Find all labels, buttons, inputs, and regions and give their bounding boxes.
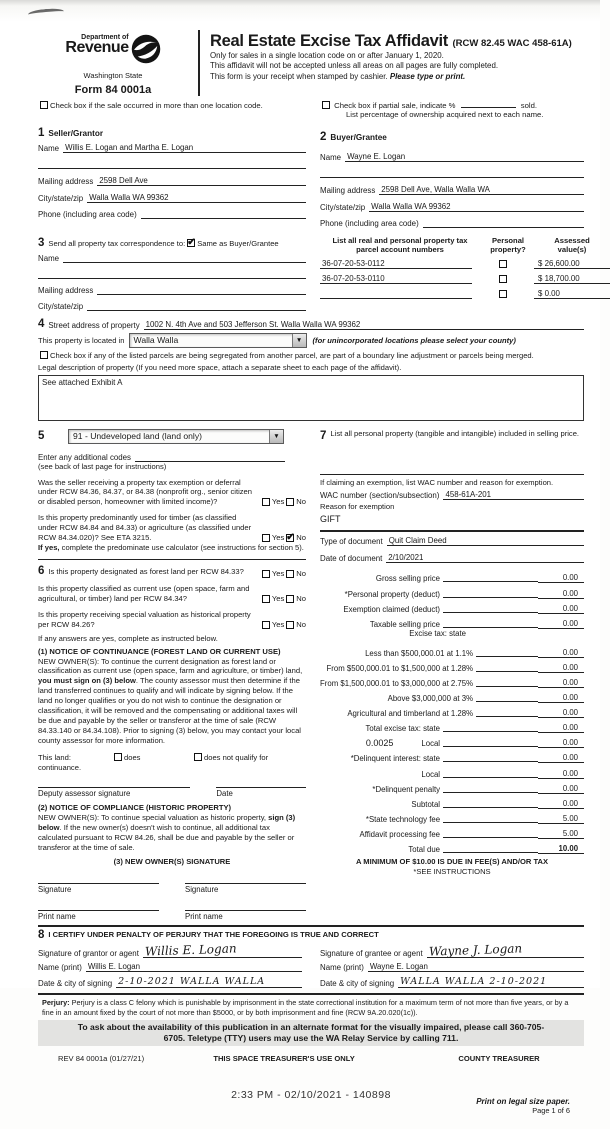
delinquent-penalty-value[interactable]: 0.00 [538,784,584,794]
seller-mailing-field[interactable]: 2598 Dell Ave [97,176,306,186]
legal-description-field[interactable]: See attached Exhibit A [38,375,584,421]
agency-logo [38,30,188,96]
agricultural-label: Agricultural and timberland at 1.28% [347,709,474,719]
local-tax-label: Local [421,739,441,749]
exemption-no-checkbox[interactable] [286,498,294,506]
multi-location-label: Check box if the sale occurred in more than one location code. [50,101,263,110]
partial-sale-label: Check box if partial sale, indicate % [334,101,456,110]
tier2-label: From $500,000.01 to $1,500,000 at 1.28% [326,663,474,673]
title-rcw-ref: (RCW 82.45 WAC 458-61A) [452,38,572,49]
continuance-label: continuance. [38,763,82,773]
answers-yes-note: If any answers are yes, complete as instructed below. [38,633,218,643]
seller-name-label: Name [38,144,60,153]
assessed-value-field[interactable]: $ 0.00 [534,289,610,299]
delinquent-interest-state-label: *Delinquent interest: state [350,754,441,764]
new-owner-signature-title: (3) NEW OWNER(S) SIGNATURE [113,857,231,867]
grantor-date-city-label: Date & city of signing [38,979,113,989]
personal-property-deduct-label: *Personal property (deduct) [344,589,441,599]
exemption-reason-field[interactable]: GIFT [320,514,341,525]
corr-city-label: City/state/zip [38,301,84,311]
section2-number: 2 [320,131,327,143]
seller-block [38,119,306,228]
additional-codes-note: (see back of last page for instructions) [38,461,167,471]
seller-name2-field[interactable] [38,160,306,169]
section7-number: 7 [320,429,327,442]
notice-continuance-title: (1) NOTICE OF CONTINUANCE (FOREST LAND OR CURRENT USE) [38,646,281,656]
buyer-name2-field[interactable] [320,169,584,178]
use-code-value: 91 - Undeveloped land (land only) [73,430,202,441]
buyer-block [306,119,584,228]
correspondence-label: Send all property tax correspondence to: [48,238,186,248]
page-indicator: Page 1 of 6 [532,1105,570,1115]
additional-codes-label: Enter any additional codes [38,452,131,462]
personal-property-checkbox[interactable] [499,275,507,283]
header-divider [198,30,200,96]
grantor-print-name-label: Name (print) [38,963,82,973]
new-owner-signature-line-2[interactable]: Signature [185,883,306,894]
revenue-swirl-icon [131,34,161,69]
seller-city-field[interactable]: Walla Walla WA 99362 [87,193,306,203]
perjury-note: Perjury: Perjury is a class C felony which is punishable by imprisonment in the state correctional institution for a maximum term of not more than five years, or by a fine in an amount fixed by the court of not more than $5000, or by both imprisonment and fine (RCW 9A.20.020(1c)). [42,998,569,1017]
document-date-label: Date of document [320,554,383,564]
partial-sale-checkbox[interactable] [322,101,330,109]
located-in-label: This property is located in [38,335,125,345]
personal-property-deduct-value[interactable]: 0.00 [538,589,584,599]
document-date-field[interactable]: 2/10/2021 [386,553,584,563]
tier1-value[interactable]: 0.00 [538,648,584,658]
does-qualify-checkbox[interactable] [114,753,122,761]
scan-artifact [28,7,65,18]
notice-compliance-body: NEW OWNER(S): To continue special valuation as historic property, sign (3) below. If the new owner(s) doesn't wish to continue, all additional tax calculated pursuant to RCW 84.26, shall be due and payable by the seller or transferor at the time of sale. [38,812,296,852]
grantee-date-city-label: Date & city of signing [320,979,395,989]
buyer-name-field[interactable]: Wayne E. Logan [345,152,584,162]
seller-name-field[interactable]: Willis E. Logan and Martha E. Logan [63,143,306,153]
wac-number-label: WAC number (section/subsection) [320,491,440,501]
section8-number: 8 [38,929,45,942]
corr-name-field[interactable] [63,254,306,263]
tier3-value[interactable]: 0.00 [538,678,584,688]
agency-name: Revenue [65,39,129,56]
section1-number: 1 [38,127,45,139]
grantee-date-city-field[interactable]: WALLA WALLA 2-10-2021 [398,976,584,988]
county-note: (for unincorporated locations please select your county) [312,335,516,345]
affidavit-processing-fee-label: Affidavit processing fee [359,829,441,839]
historical-question: Is this property receiving special valuation as historical property per RCW 84.26? [38,610,251,630]
tty-note: To ask about the availability of this publication in an alternate format for the visually impaired, please call 360-705-6705. Teletype (TTY) users may use the WA Relay Service by calling 711. [38,1020,584,1045]
footer-row [38,1054,584,1063]
section4-number: 4 [38,317,45,330]
state-technology-fee-label: *State technology fee [365,814,441,824]
document-type-field[interactable]: Quit Claim Deed [387,536,584,546]
current-use-yes-checkbox[interactable] [262,595,270,603]
historical-no-checkbox[interactable] [286,621,294,629]
tier4-value[interactable]: 0.00 [538,693,584,703]
county-dropdown-value: Walla Walla [133,334,179,345]
ownership-percent-note: List percentage of ownership acquired next to each name. [346,110,544,119]
grantee-signature-label: Signature of grantee or agent [320,949,423,959]
grantor-print-name-field[interactable]: Willis E. Logan [86,962,302,972]
parties-section [38,119,584,228]
corr-mailing-label: Mailing address [38,285,94,295]
form-number: Form 84 0001a [74,84,152,96]
assessed-value-col-header: Assessed value(s) [554,236,590,254]
buyer-city-label: City/state/zip [320,203,366,212]
local-tax-value[interactable]: 0.00 [538,738,584,748]
assessed-value-field[interactable]: $ 26,600.00 [534,259,610,269]
timber-no-checkbox[interactable] [286,534,294,542]
corr-name-label: Name [38,253,60,263]
delinquent-interest-state-value[interactable]: 0.00 [538,753,584,763]
new-owner-print-name-line-1[interactable]: Print name [38,910,159,921]
print-size-note: Print on legal size paper. [476,1096,570,1106]
total-excise-state-label: Total excise tax: state [365,724,441,734]
same-as-buyer-checkbox[interactable] [187,239,195,247]
gross-selling-price-value[interactable]: 0.00 [538,573,584,583]
grantee-print-name-label: Name (print) [320,963,364,973]
excise-tax-table [320,568,584,876]
tier4-label: Above $3,000,000 at 3% [387,694,474,704]
timber-yes-checkbox[interactable] [262,534,270,542]
assessed-value-field[interactable]: $ 18,700.00 [534,274,610,284]
use-code-dropdown[interactable] [68,429,284,444]
street-address-field[interactable]: 1002 N. 4th Ave and 503 Jefferson St. Walla Walla WA 99362 [144,320,584,330]
section3-number: 3 [38,237,45,249]
grantor-signature-field[interactable]: Willis E. Logan [143,943,302,958]
notice-compliance-title: (2) NOTICE OF COMPLIANCE (HISTORIC PROPERTY) [38,803,232,813]
subtitle-line2: This affidavit will not be accepted unless all areas on all pages are fully completed. [210,61,499,71]
section5-number: 5 [38,430,45,443]
taxable-selling-price-label: Taxable selling price [369,619,441,629]
grantor-signature-label: Signature of grantor or agent [38,949,139,959]
buyer-phone-field[interactable] [423,219,584,228]
partial-sale-percent-field[interactable] [461,107,516,108]
dropdown-arrow-icon[interactable]: ▼ [269,430,283,443]
subtotal-value[interactable]: 0.00 [538,799,584,809]
agricultural-value[interactable]: 0.00 [538,708,584,718]
parcel-row [320,259,610,269]
exemption-yes-checkbox[interactable] [262,498,270,506]
timestamp-stamp: 2:33 PM - 02/10/2021 - 140898 [231,1088,391,1101]
minimum-due-note: A MINIMUM OF $10.00 IS DUE IN FEE(S) AND/OR TAX [355,857,549,866]
gross-selling-price-label: Gross selling price [375,574,441,584]
exemption-note: If claiming an exemption, list WAC number and reason for exemption. [320,477,554,487]
partial-sale-sold-label: sold. [520,101,538,110]
delinquent-interest-local-value[interactable]: 0.00 [538,769,584,779]
tier3-label: From $1,500,000.01 to $3,000,000 at 2.75% [320,678,474,688]
current-use-question: Is this property classified as current use (open space, farm and agricultural, or timber) land per RCW 84.34? [38,584,250,604]
subtotal-label: Subtotal [411,799,441,809]
grantor-date-city-field[interactable]: 2-10-2021 WALLA WALLA [116,976,302,988]
historical-yes-checkbox[interactable] [262,621,270,629]
correspondence-block [38,236,306,311]
buyer-mailing-field[interactable]: 2598 Dell Ave, Walla Walla WA [379,185,584,195]
corr-mailing-field[interactable] [97,286,306,295]
parcel-number-field[interactable] [320,289,472,299]
timber-agriculture-question: Is this property predominantly used for timber (as classified under RCW 84.84 and 84.33) or agriculture (as classified under RCW 84.34.020)? See ETA 3215. [38,513,252,542]
new-owner-print-name-line-2[interactable]: Print name [185,910,306,921]
grantee-signature-field[interactable]: Wayne J. Logan [427,943,584,958]
subtitle-line1: Only for sales in a single location code on or after January 1, 2020. [210,51,444,60]
buyer-name-label: Name [320,153,342,162]
local-rate-value: 0.0025 [365,738,394,749]
affidavit-processing-fee-value[interactable]: 5.00 [538,829,584,839]
parcel-col-header: List all real and personal property tax parcel account numbers [332,236,468,254]
personal-property-block [320,429,584,444]
seller-mailing-label: Mailing address [38,177,94,186]
parcel-row [320,289,610,299]
document-type-label: Type of document [320,537,383,547]
deputy-assessor-signature-line[interactable]: Deputy assessor signature [38,787,190,798]
see-instructions-note: *SEE INSTRUCTIONS [413,866,491,876]
same-as-buyer-label: Same as Buyer/Grantee [197,238,279,248]
affidavit-page: Department of Revenue Washington State Form 84 0001a Real Estate Excise Tax Affidavit (RCW 82.45 WAC 458-61A) Only for sales in a single location code on or after January 1, 2020. This affidavit will not be accepted unless all areas on all pages are fully completed. This form is your receipt when stamped by cashier. Please type or print. Check box if the sale occurred in more than one location code. Check box if partial sale, indicate % sold. List percentage of ownership acquired next to each name. 1 Seller/Grantor Name Willis E. Logan and Martha E. Logan Mailing address 2598 Dell Ave City/state/zip Walla Walla WA 99362 Phone (including area code) 2 Buyer/Grantee Name Wayne E. Logan Mailing address 2598 Dell Ave, Walla Walla WA City/state/zip Walla Walla WA 99362 Phone (including area code) 3 Send all property tax correspondence to: ✔ Same as Buyer/Grantee Name Mailing address City/state/zip List all real and personal property tax parcel account numbers Personal property? Assessed value(s) 36-07-20-53-0112 $ 26,600.00 36-07-20-53-0110 $ 18,700.00 $ 0.00 4 Street address of property 1002 N. 4th Ave and 503 Jefferson St. Walla Walla WA 99362 This property is located in Walla Walla ▼ (for unincorporated locations please select your county) Check box if any of the listed parcels are being segregated from another parcel, are part of a boundary line adjustment or parcels being merged. Legal description of property (If you need more space, attach a separate sheet to each page of the affidavit). See attached Exhibit A 5 91 - Undeveloped land (land only) ▼ Enter any additional codes (see back of last page for instructions) Was the seller receiving a property tax exemption or deferral under RCW 84.36, 84.37, or 84.38 (nonprofit org., senior citizen or disabled person, homeowner with limited income)? Yes No Is this property predominantly used for timber (as classified under RCW 84.84 and 84.33) or agriculture (as classified under RCW 84.34.020)? See ETA 3215. Yes ✔ No If yes, complete the predominate use calculator (see instructions for section 5). 6 Is this property designated as forest land per RCW 84.33? Yes No Is this property classified as current use (open space, farm and agricultural, or timber) land per RCW 84.34? Yes No Is this property receiving special valuation as historical property per RCW 84.26? Yes No If any answers are yes, complete as instructed below. (1) NOTICE OF CONTINUANCE (FOREST LAND OR CURRENT USE) NEW OWNER(S): To continue the current designation as forest land or classification as current use (open space, farm and agriculture, or timber) land, you must sign on (3) below. The county assessor must then determine if the land transferred continues to qualify and will indicate by signing below. If the land no longer qualifies or you do not wish to continue the designation or classification, it will be removed and the compensating or additional taxes will be due and payable by the seller or transferor at the time of sale (RCW 84.33.140 or 84.34.108). Prior to signing (3) below, you may contact your local county assessor for more information. This land: does does not qualify for continuance. Deputy assessor signature Date (2) NOTICE OF COMPLIANCE (HISTORIC PROPERTY) NEW OWNER(S): To continue special valuation as historic property, sign (3) below. If the new owner(s) doesn't wish to continue, all additional tax calculated pursuant to RCW 84.26, shall be due and payable by the seller or transferor at the time of sale. (3) NEW OWNER(S) SIGNATURE Signature Signature Print name Print name 7 List all personal property (tangible and intangible) included in selling price. If claiming an exemption, list WAC number and reason for exemption. WAC number (section/subsection) 458-61A-201 Reason for exemption GIFT Type of document Quit Claim Deed Date of document 2/10/2021 Gross selling price 0.00 *Personal property (deduct) 0.00 Exemption claimed (deduct) 0.00 Taxable selling price 0.00 Excise tax: state Less than $500,000.01 at 1.1% 0.00 From $500,000.01 to $1,500,000 at 1.28% 0.00 From $1,500,000.01 to $3,000,000 at 2.75% 0.00 Above $3,000,000 at 3% 0.00 Agricultural and timberland at 1.28% 0.00 Total excise tax: state 0.00 0.0025 Local 0.00 *Delinquent interest: state 0.00 Local 0.00 *Delinquent penalty 0.00 Subtotal 0.00 *State technology fee 5.00 Affidavit processing fee 5.00 Total due 10.00 A MINIMUM OF $10.00 IS DUE IN FEE(S) AND/OR TAX *SEE INSTRUCTIONS 8 I CERTIFY UNDER PENALTY OF PERJURY THAT THE FOREGOING IS TRUE AND CORRECT Signature of grantor or agent Willis E. Logan Name (print) Willis E. Logan Date & city of signing 2-10-2021 WALLA WALLA Signature of grantee or agent Wayne J. Logan Name (print) Wayne E. Logan Date & city of signing WALLA WALLA 2-10-2021 Perjury: Perjury is a class C felony which is punishable by imprisonment in the state correctional institution for a maximum term of not more than five years, or by a fine in an amount fixed by the court of not more than $5000, or by both imprisonment and fine (RCW 9A.20.020(1c)). To ask about the availability of this publication in an alternate format for the visually impaired, please call 360-705-6705. Teletype (TTY) users may use the WA Relay Service by calling 711. REV 84 0001a (01/27/21) THIS SPACE TREASURER'S USE ONLY COUNTY TREASURER 2:33 PM - 02/10/2021 - 140898 Print on legal size paper. Page 1 of 6 [0,0,600,988]
multi-location-checkbox[interactable] [40,101,48,109]
county-treasurer-label: COUNTY TREASURER [458,1053,540,1063]
wac-number-field[interactable]: 458-61A-201 [443,490,584,500]
buyer-heading: Buyer/Grantee [330,133,387,142]
dropdown-arrow-icon[interactable]: ▼ [292,334,306,347]
tier2-value[interactable]: 0.00 [538,663,584,673]
buyer-mailing-label: Mailing address [320,186,376,195]
page-title: Real Estate Excise Tax Affidavit [210,32,449,50]
property-section [38,318,584,421]
excise-state-subheader: Excise tax: state [409,628,467,638]
certify-statement: I CERTIFY UNDER PENALTY OF PERJURY THAT THE FOREGOING IS TRUE AND CORRECT [48,930,379,940]
delinquent-interest-local-label: Local [421,769,441,779]
personal-property-label: List all personal property (tangible and intangible) included in selling price. [330,428,580,438]
legal-description-label: Legal description of property (If you need more space, attach a separate sheet to each page of the affidavit). [38,362,402,372]
certification-section [38,929,584,988]
new-owner-signature-line-1[interactable]: Signature [38,883,159,894]
dept-of-label: Department of [81,34,129,41]
total-due-label: Total due [408,845,441,854]
parcel-number-field[interactable]: 36-07-20-53-0112 [320,259,472,269]
notice-continuance-body: NEW OWNER(S): To continue the current designation as forest land or classification as current use (open space, farm and agriculture, or timber) land, you must sign on (3) below. The county assessor must then determine if the land transferred continues to qualify and will indicate by signing below. If the land no longer qualifies or you do not wish to continue the designation or classification, it will be removed and the compensating or additional taxes will be due and payable by the seller or transferor at the time of sale (RCW 84.33.140 or 84.34.108). Prior to signing (3) below, you may contact your local county assessor for more information. [38,656,303,745]
deputy-date-line[interactable]: Date [216,787,306,798]
corr-city-field[interactable] [87,302,306,311]
forest-no-checkbox[interactable] [286,570,294,578]
county-dropdown[interactable] [129,333,307,348]
exemption-claimed-value[interactable]: 0.00 [538,604,584,614]
parcel-row [320,274,610,284]
exemption-reason-label: Reason for exemption [320,502,395,512]
seller-phone-label: Phone (including area code) [38,210,137,219]
exemption-deferral-question: Was the seller receiving a property tax exemption or deferral under RCW 84.36, 84.37, or 84.38 (nonprofit org., senior citizen or disabled person, homeowner with limited income)? [38,477,253,507]
land-qualify-row: This land: does does not qualify for [38,753,269,763]
seller-phone-field[interactable] [141,210,306,219]
forest-land-question: 6 Is this property designated as forest land per RCW 84.33? [38,564,244,577]
treasurer-space-label: THIS SPACE TREASURER'S USE ONLY [213,1053,355,1063]
total-excise-state-value[interactable]: 0.00 [538,723,584,733]
state-technology-fee-value[interactable]: 5.00 [538,814,584,824]
corr-name2-field[interactable] [38,270,306,279]
buyer-city-field[interactable]: Walla Walla WA 99362 [369,202,584,212]
current-use-no-checkbox[interactable] [286,595,294,603]
forest-yes-checkbox[interactable] [262,570,270,578]
seller-city-label: City/state/zip [38,194,84,203]
street-address-label: Street address of property [48,320,140,330]
buyer-phone-label: Phone (including area code) [320,219,419,228]
segregated-label: Check box if any of the listed parcels are being segregated from another parcel, are part of a boundary line adjustment or parcels being merged. [50,350,534,360]
predominate-use-note: If yes, complete the predominate use calculator (see instructions for section 5). [38,542,304,552]
exemption-claimed-label: Exemption claimed (deduct) [343,604,441,614]
segregated-checkbox[interactable] [40,351,48,359]
subtitle-line3: This form is your receipt when stamped by cashier. Please type or print. [210,71,466,81]
personal-property-checkbox[interactable] [499,290,507,298]
parcel-number-field[interactable]: 36-07-20-53-0110 [320,274,472,284]
personal-property-col-header: Personal property? [490,236,526,254]
form-header [38,30,584,96]
additional-codes-field[interactable] [135,453,285,462]
section6-number: 6 [38,564,45,577]
does-not-qualify-checkbox[interactable] [194,753,202,761]
grantee-print-name-field[interactable]: Wayne E. Logan [368,962,584,972]
total-due-value[interactable]: 10.00 [538,844,584,854]
use-code-row [38,429,306,444]
delinquent-penalty-label: *Delinquent penalty [372,784,441,794]
parcels-block [306,236,610,311]
agency-state: Washington State [83,71,143,80]
print-note-block [476,1097,570,1115]
tier1-label: Less than $500,000.01 at 1.1% [365,648,474,658]
seller-heading: Seller/Grantor [48,129,104,138]
rev-number: REV 84 0001a (01/27/21) [58,1053,145,1063]
taxable-selling-price-value[interactable]: 0.00 [538,619,584,629]
deputy-signature-row [38,787,306,798]
personal-property-checkbox[interactable] [499,260,507,268]
